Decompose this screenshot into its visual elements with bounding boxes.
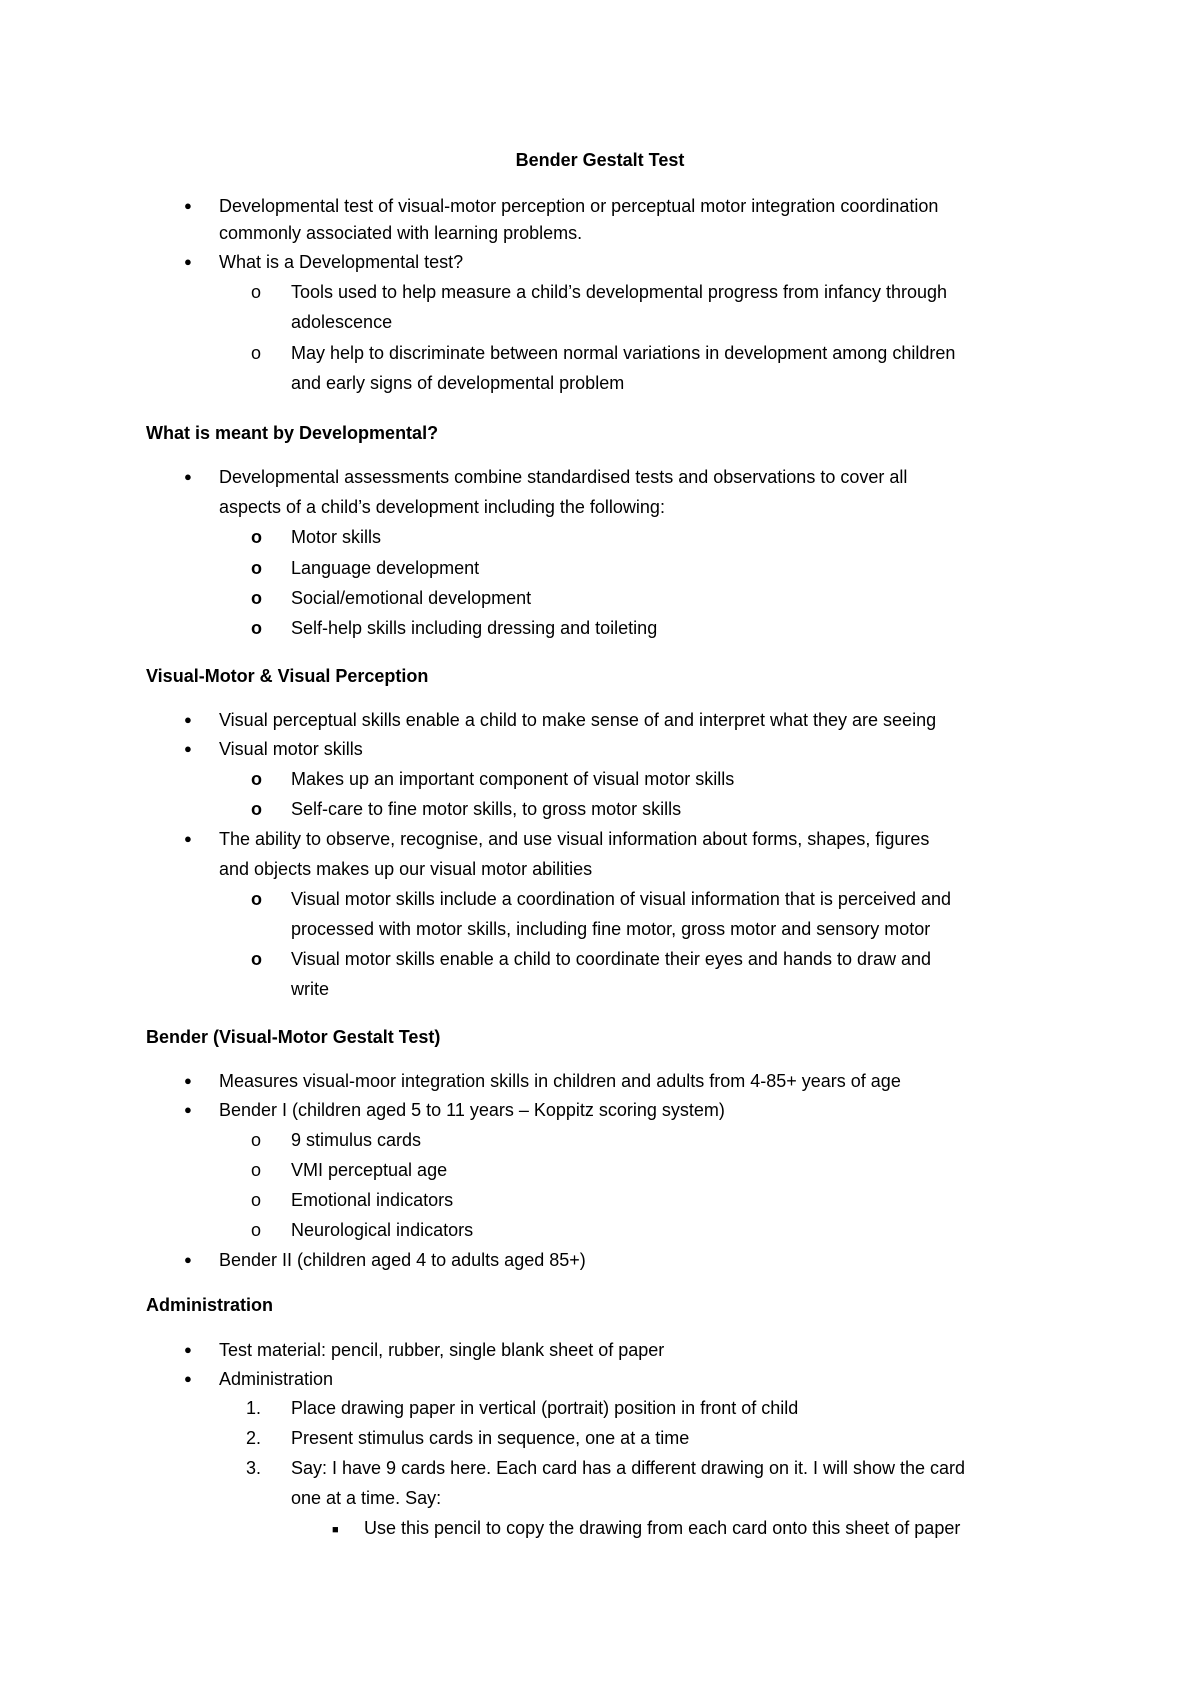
bullet-marker: ● (184, 1102, 192, 1117)
sub-bullet-marker: o (251, 618, 262, 638)
list-item: ● Bender II (children aged 4 to adults aged 85+) (0, 1245, 1200, 1305)
bullet-marker: ● (184, 1073, 192, 1088)
bullet-marker: ● (184, 254, 192, 269)
sub-bullet-marker: o (251, 1220, 262, 1240)
bullet-marker: ● (184, 741, 192, 756)
list-item: o Neurological indicators (0, 1215, 1200, 1275)
numbered-step: 3. Say: I have 9 cards here. Each card has a different drawing on it. I will show the card one at a time. Say: (0, 1453, 1200, 1513)
sub-bullet-marker: o (251, 799, 262, 819)
bullet-marker: ● (184, 198, 192, 213)
list-item: o Visual motor skills enable a child to coordinate their eyes and hands to draw and write (0, 944, 1200, 1004)
sub-bullet-marker: o (251, 769, 262, 789)
list-item: ● Administration (0, 1364, 1200, 1424)
list-item: ● Developmental test of visual-motor perception or perceptual motor integration coordination commonly associated with learning problems. (0, 191, 1200, 251)
list-item: o Social/emotional development (0, 583, 1200, 643)
sub-bullet-marker: o (251, 343, 262, 363)
list-item: o Tools used to help measure a child’s developmental progress from infancy through adolescence (0, 277, 1200, 337)
list-item: ● Developmental assessments combine standardised tests and observations to cover all aspects of a child’s development including the following: (0, 462, 1200, 522)
list-item: o May help to discriminate between normal variations in development among children and early signs of developmental problem (0, 338, 1200, 398)
list-item: ● Visual motor skills (0, 734, 1200, 794)
sub-bullet-marker: o (251, 1190, 262, 1210)
step-number: 2. (246, 1428, 262, 1448)
sub-bullet-marker: o (251, 1130, 262, 1150)
list-item: o Motor skills (0, 522, 1200, 582)
list-item: ● The ability to observe, recognise, and use visual information about forms, shapes, figures and objects makes up our visual motor abilities (0, 824, 1200, 884)
list-item: o Makes up an important component of visual motor skills (0, 764, 1200, 824)
numbered-step: 1. Place drawing paper in vertical (portrait) position in front of child (0, 1393, 1200, 1453)
sub-bullet-marker: o (251, 588, 262, 608)
list-item: o Language development (0, 553, 1200, 613)
list-item: o Self-care to fine motor skills, to gross motor skills (0, 794, 1200, 854)
section-heading: What is meant by Developmental? (146, 423, 439, 443)
list-item: ■ Use this pencil to copy the drawing from each card onto this sheet of paper (0, 1513, 1200, 1573)
list-item: o Visual motor skills include a coordination of visual information that is perceived and processed with motor skills, including fine motor, gross motor and sensory motor (0, 884, 1200, 944)
bullet-marker: ● (184, 1252, 192, 1267)
sub-bullet-marker: o (251, 889, 262, 909)
section-heading: Visual-Motor & Visual Perception (146, 666, 429, 686)
list-item: o Self-help skills including dressing and toileting (0, 613, 1200, 673)
bullet-marker: ● (184, 1371, 192, 1386)
list-item: o 9 stimulus cards (0, 1125, 1200, 1185)
list-item: o VMI perceptual age (0, 1155, 1200, 1215)
section-heading: Bender (Visual-Motor Gestalt Test) (146, 1027, 441, 1047)
document-title: Bender Gestalt Test (515, 150, 685, 170)
list-item: o Emotional indicators (0, 1185, 1200, 1245)
bullet-marker: ● (184, 1342, 192, 1357)
list-item: ● Measures visual-moor integration skills in children and adults from 4-85+ years of age (0, 1066, 1200, 1126)
bullet-marker: ● (184, 831, 192, 846)
sub-bullet-marker: o (251, 1160, 262, 1180)
sub-bullet-marker: o (251, 282, 262, 302)
list-item: ● Test material: pencil, rubber, single blank sheet of paper (0, 1335, 1200, 1395)
step-number: 1. (246, 1398, 262, 1418)
section-heading: Administration (146, 1295, 274, 1315)
list-item: ● Bender I (children aged 5 to 11 years – Koppitz scoring system) (0, 1095, 1200, 1155)
sub-bullet-marker: o (251, 527, 262, 547)
square-bullet-marker: ■ (332, 1524, 339, 1536)
bullet-marker: ● (184, 712, 192, 727)
list-item: ● Visual perceptual skills enable a child to make sense of and interpret what they are seeing (0, 705, 1200, 765)
step-number: 3. (246, 1458, 262, 1478)
sub-bullet-marker: o (251, 558, 262, 578)
numbered-step: 2. Present stimulus cards in sequence, one at a time (0, 1423, 1200, 1483)
sub-bullet-marker: o (251, 949, 262, 969)
list-item: ● What is a Developmental test? (0, 247, 1200, 307)
bullet-marker: ● (184, 469, 192, 484)
